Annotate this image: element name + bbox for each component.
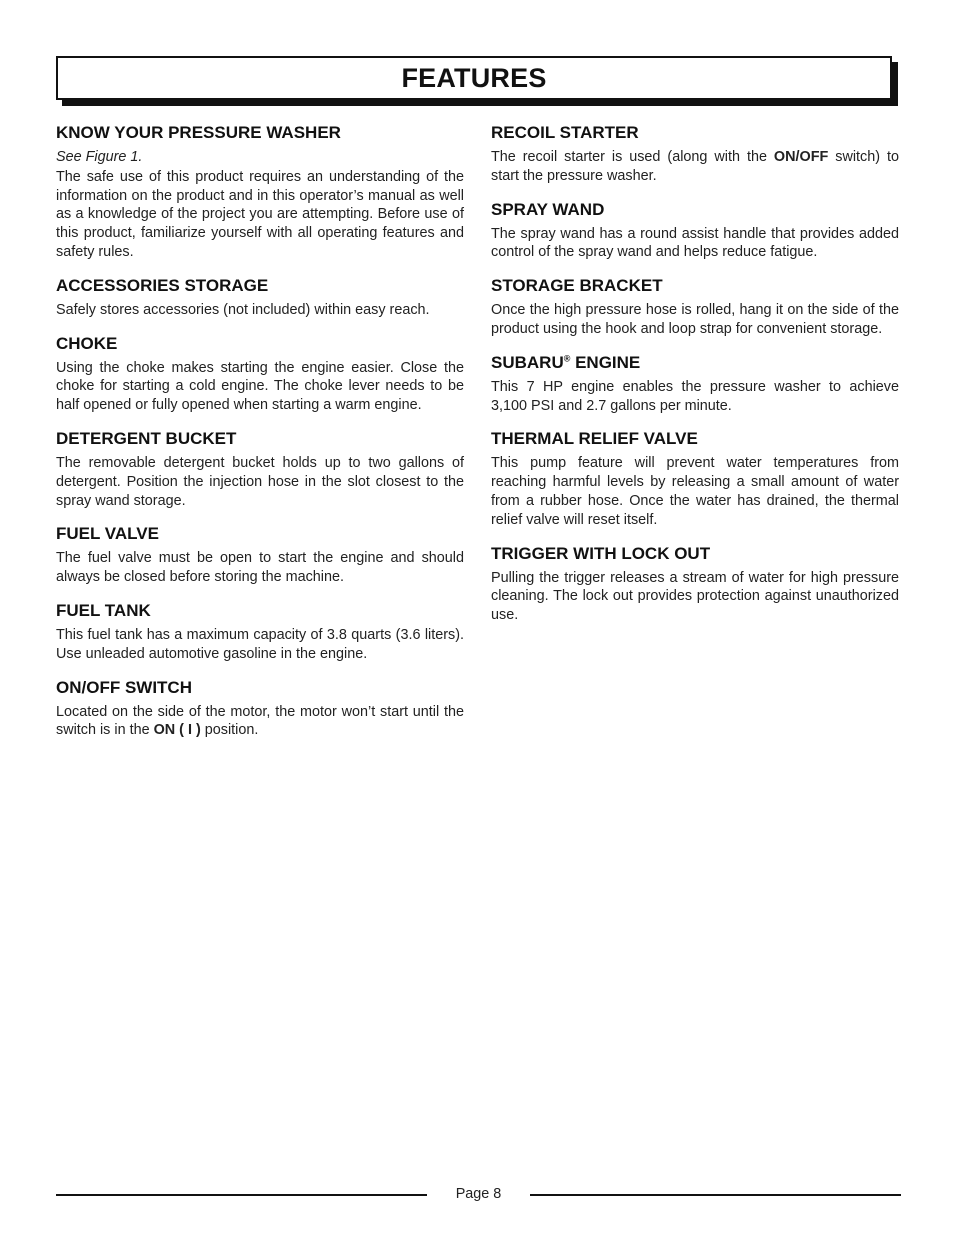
section-heading: THERMAL RELIEF VALVE [491, 429, 698, 449]
section-heading: ON/OFF SWITCH [56, 677, 192, 697]
section-heading: DETERGENT BUCKET [56, 428, 237, 448]
section-heading [491, 353, 899, 373]
section-body: Pulling the trigger releases a stream of water for high pressure cleaning. The lock out provides protection against unauthorized use. [491, 569, 899, 624]
section-recoil-starter [491, 123, 899, 186]
section-on-off-switch [56, 678, 464, 741]
section-fuel-valve [56, 524, 464, 587]
page-number: Page 8 [455, 1186, 502, 1202]
section-heading: CHOKE [56, 333, 118, 353]
section-heading: FUEL VALVE [56, 524, 159, 544]
section-thermal-relief-valve [491, 429, 899, 529]
section-body [491, 148, 899, 186]
section-accessories-storage [56, 276, 464, 320]
body-text: switch) to start the pressure washer. [491, 149, 899, 184]
section-heading: TRIGGER WITH LOCK OUT [491, 543, 711, 563]
figure-reference: See Figure 1. [56, 149, 143, 165]
section-trigger-with-lock-out [491, 544, 899, 625]
section-body [56, 703, 464, 741]
section-storage-bracket [491, 276, 899, 339]
section-heading: RECOIL STARTER [491, 123, 639, 142]
section-body: This fuel tank has a maximum capacity of 3.8 quarts (3.6 liters). Use unleaded automotive gasoline in the engine. [56, 626, 464, 662]
section-fuel-tank [56, 601, 464, 664]
page-title: FEATURES [401, 62, 547, 93]
footer-divider-left [56, 1194, 427, 1196]
heading-text: ENGINE [570, 352, 641, 372]
section-body: This 7 HP engine enables the pressure washer to achieve 3,100 PSI and 2.7 gallons per minute. [491, 378, 899, 414]
section-heading: SPRAY WAND [491, 199, 605, 219]
registered-mark: ® [563, 353, 571, 364]
section-choke [56, 334, 464, 415]
body-text: Located on the side of the motor, the motor won’t start until the switch is in the [56, 703, 464, 739]
switch-position-label: ON ( I ) [153, 722, 201, 739]
left-column [56, 123, 464, 754]
switch-label: ON/OFF [773, 149, 829, 165]
section-body: The fuel valve must be open to start the engine and should always be closed before storing the machine. [56, 550, 464, 586]
section-know-your-pressure-washer [56, 123, 464, 262]
section-heading: FUEL TANK [56, 600, 151, 620]
section-body: The removable detergent bucket holds up to two gallons of detergent. Position the injection hose in the slot closest to the spray wand storage. [56, 454, 464, 509]
section-body: This pump feature will prevent water temperatures from reaching harmful levels by releasing a small amount of water from a rubber hose. Once the water has drained, the thermal relief valve will reset itself. [491, 455, 899, 528]
section-body: Safely stores accessories (not included) within easy reach. [56, 301, 430, 318]
section-body: The spray wand has a round assist handle that provides added control of the spray wand and helps reduce fatigue. [491, 225, 899, 261]
section-heading: STORAGE BRACKET [491, 276, 663, 296]
heading-text: SUBARU [491, 352, 564, 372]
body-text: position. [200, 722, 259, 739]
section-body: Using the choke makes starting the engine easier. Close the choke for starting a cold engine. The choke lever needs to be half opened or fully opened when starting a warm engine. [56, 359, 464, 414]
footer-divider-right [530, 1194, 901, 1196]
section-spray-wand [491, 200, 899, 263]
section-heading: KNOW YOUR PRESSURE WASHER [56, 123, 341, 142]
section-detergent-bucket [56, 429, 464, 510]
section-body: The safe use of this product requires an understanding of the information on the product and in this operator’s manual as well as a knowledge of the project you are attempting. Before use of this product, familiarize yourself with all operating features and safety rules. [56, 168, 464, 260]
right-column [491, 123, 899, 639]
page-title-box [56, 56, 892, 100]
section-heading: ACCESSORIES STORAGE [56, 275, 269, 295]
body-text: The recoil starter is used (along with the [491, 149, 774, 165]
section-subaru-engine [491, 353, 899, 416]
section-body: Once the high pressure hose is rolled, hang it on the side of the product using the hook and loop strap for convenient storage. [491, 302, 899, 337]
